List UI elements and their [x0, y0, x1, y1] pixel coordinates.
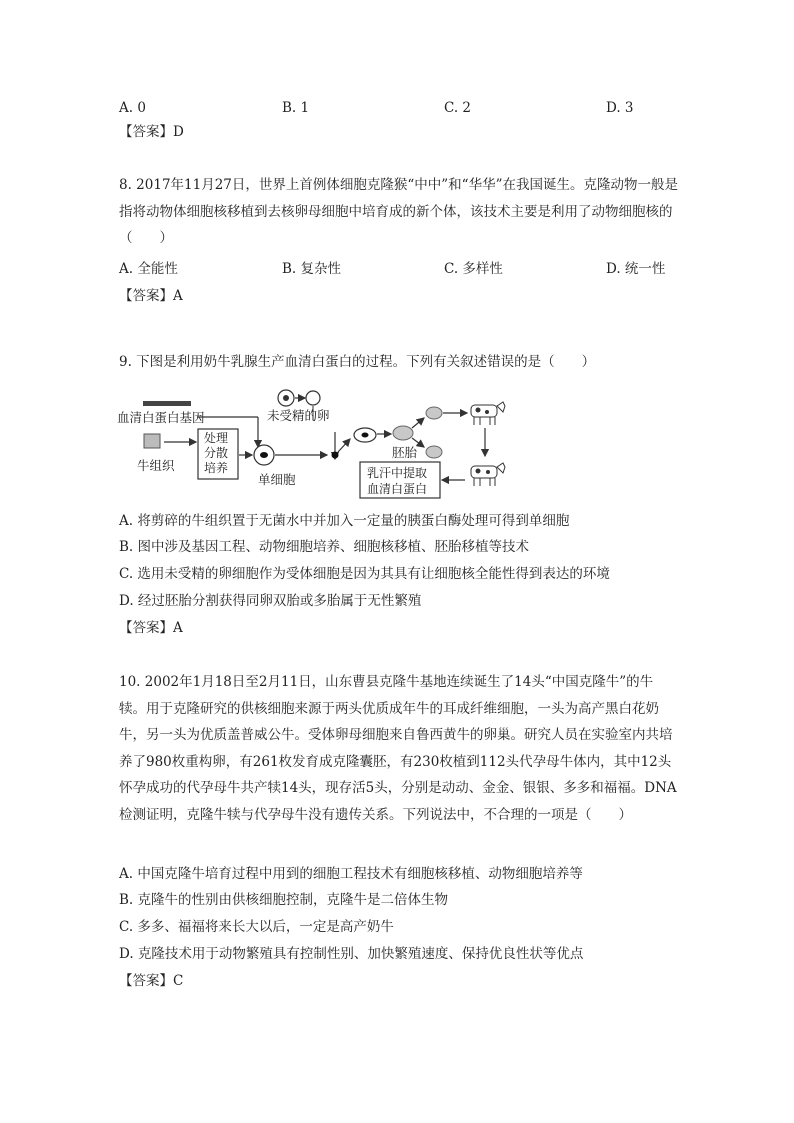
q10-stem: 10. 2002年1月18日至2月11日，山东曹县克隆牛基地连续诞生了14头“中国克隆牛”的牛犊。用于克隆研究的供核细胞来源于两头优质成年牛的耳成纤维细胞，一头为高产黑白花奶牛，另一头为优质盖普威公牛。受体卵母细胞来自鲁西黄牛的卵巢。研究人员在实验室内共培养了980枚重构卵，有261枚发育成克隆囊胚，有230枚植到112头代孕母牛体内，其中12头怀孕成功的代孕母牛共产犊14头，现存活5头，分别是动动、金金、银银、多多和福福。DNA检测证明，克隆牛犊与代孕母牛没有遗传关系。下列说法中，不合理的一项是（ ） [119, 674, 677, 823]
q7-option-c: C. 2 [444, 100, 472, 116]
process-label: 处理分散培养 [204, 431, 229, 475]
gene-fragment [143, 401, 191, 406]
gene-label: 血清白蛋白基因 [117, 410, 205, 425]
tissue-label: 牛组织 [137, 458, 175, 473]
q8-option-b: B. 复杂性 [282, 261, 342, 277]
q9-stem: 9. 下图是利用奶牛乳腺生产血清白蛋白的过程。下列有关叙述错误的是（ ） [119, 354, 596, 370]
q7-option-d: D. 3 [606, 100, 634, 116]
q10-option-d: D. 克隆技术用于动物繁殖具有控制性别、加快繁殖速度、保持优良性状等优点 [119, 946, 584, 962]
reconstructed-egg [332, 452, 339, 459]
q10-option-b: B. 克隆牛的性别由供核细胞控制，克隆牛是二倍体生物 [119, 892, 449, 908]
embryo-label: 胚胎 [392, 445, 418, 460]
q9-option-b: B. 图中涉及基因工程、动物细胞培养、细胞核移植、胚胎移植等技术 [119, 539, 530, 555]
q9-diagram [115, 384, 515, 502]
extract-label: 乳汗中提取血清白蛋白 [367, 466, 428, 496]
q8-option-c: C. 多样性 [444, 261, 503, 277]
q10-option-a: A. 中国克隆牛培育过程中用到的细胞工程技术有细胞核移植、动物细胞培养等 [119, 866, 583, 882]
cow-icon [471, 402, 505, 425]
single-cell-label: 单细胞 [258, 472, 296, 487]
q8-stem: 8. 2017年11月27日，世界上首例体细胞克隆猴“中中”和“华华”在我国诞生。克隆动物一般是指将动物体细胞核移植到去核卵母细胞中培育成的新个体，该技术主要是利用了动物细胞核的（ ） [119, 177, 678, 246]
q9-option-d: D. 经过胚胎分割获得同卵双胎或多胎属于无性繁殖 [119, 593, 422, 609]
q7-option-b: B. 1 [282, 100, 310, 116]
q8-option-d: D. 统一性 [606, 261, 666, 277]
embryo [393, 426, 413, 440]
egg-label: 未受精的卵 [267, 408, 330, 423]
q10-option-c: C. 多多、福福将来长大以后，一定是高产奶牛 [119, 919, 394, 935]
q8-option-a: A. 全能性 [119, 261, 178, 277]
q10-answer: 【答案】C [119, 973, 184, 989]
q9-answer: 【答案】A [119, 620, 183, 636]
q9-option-c: C. 选用未受精的卵细胞作为受体细胞是因为其具有让细胞核全能性得到表达的环境 [119, 566, 610, 582]
q7-option-a: A. 0 [119, 100, 146, 116]
tissue-block [144, 434, 160, 448]
q7-answer: 【答案】D [119, 124, 184, 140]
q9-option-a: A. 将剪碎的牛组织置于无菌水中并加入一定量的胰蛋白酶处理可得到单细胞 [119, 513, 570, 529]
cow-icon [471, 463, 505, 486]
q8-answer: 【答案】A [119, 288, 183, 304]
